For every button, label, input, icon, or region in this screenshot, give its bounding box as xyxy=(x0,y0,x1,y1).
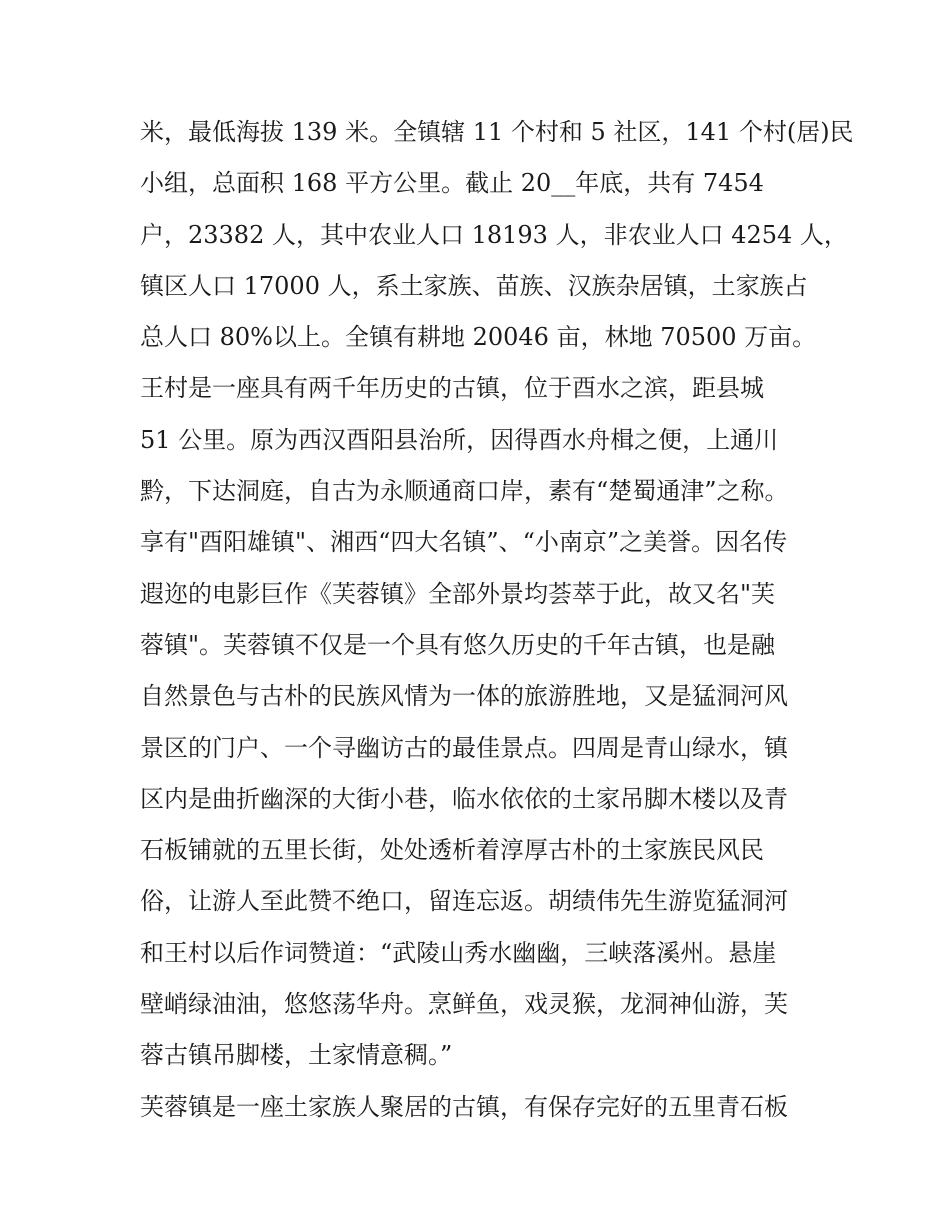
text-line: 自然景色与古朴的民族风情为一体的旅游胜地，又是猛洞河风 xyxy=(140,682,788,711)
text-line: 户，23382 人，其中农业人口 18193 人，非农业人口 4254 人， xyxy=(140,220,848,249)
text-line: 总人口 80%以上。全镇有耕地 20046 亩，林地 70500 万亩。 xyxy=(140,323,817,352)
text-line: 小组，总面积 168 平方公里。截止 20__年底，共有 7454 xyxy=(140,169,764,198)
text-line: 石板铺就的五里长街，处处透析着淳厚古朴的土家族民风民 xyxy=(140,836,764,865)
text-line: 芙蓉镇是一座土家族人聚居的古镇，有保存完好的五里青石板 xyxy=(140,1092,788,1121)
text-line: 镇区人口 17000 人，系土家族、苗族、汉族杂居镇，土家族占 xyxy=(140,271,808,300)
text-line: 景区的门户、一个寻幽访古的最佳景点。四周是青山绿水，镇 xyxy=(140,733,788,762)
body-text xyxy=(140,107,854,1133)
text-line: 王村是一座具有两千年历史的古镇，位于酉水之滨，距县城 xyxy=(140,374,764,403)
text-line: 享有"酉阳雄镇"、湘西“四大名镇”、“小南京”之美誉。因名传 xyxy=(140,528,788,557)
text-line: 和王村以后作词赞道：“武陵山秀水幽幽，三峡落溪州。悬崖 xyxy=(140,938,777,967)
text-line: 米，最低海拔 139 米。全镇辖 11 个村和 5 社区，141 个村(居)民 xyxy=(140,118,854,146)
text-line: 遐迩的电影巨作《芙蓉镇》全部外景均荟萃于此，故又名"芙 xyxy=(140,579,776,608)
text-line: 区内是曲折幽深的大街小巷，临水依依的土家吊脚木楼以及青 xyxy=(140,784,788,813)
text-line: 壁峭绿油油，悠悠荡华舟。烹鲜鱼，戏灵猴，龙洞神仙游，芙 xyxy=(140,990,788,1019)
text-line: 蓉古镇吊脚楼，土家情意稠。” xyxy=(140,1041,453,1070)
text-line: 51 公里。原为西汉酉阳县治所，因得酉水舟楫之便，上通川 xyxy=(140,425,779,454)
text-line: 蓉镇"。芙蓉镇不仅是一个具有悠久历史的千年古镇，也是融 xyxy=(140,630,776,659)
text-line: 黔，下达洞庭，自古为永顺通商口岸，素有“楚蜀通津”之称。 xyxy=(140,477,789,506)
text-line: 俗，让游人至此赞不绝口，留连忘返。胡绩伟先生游览猛洞河 xyxy=(140,887,788,916)
